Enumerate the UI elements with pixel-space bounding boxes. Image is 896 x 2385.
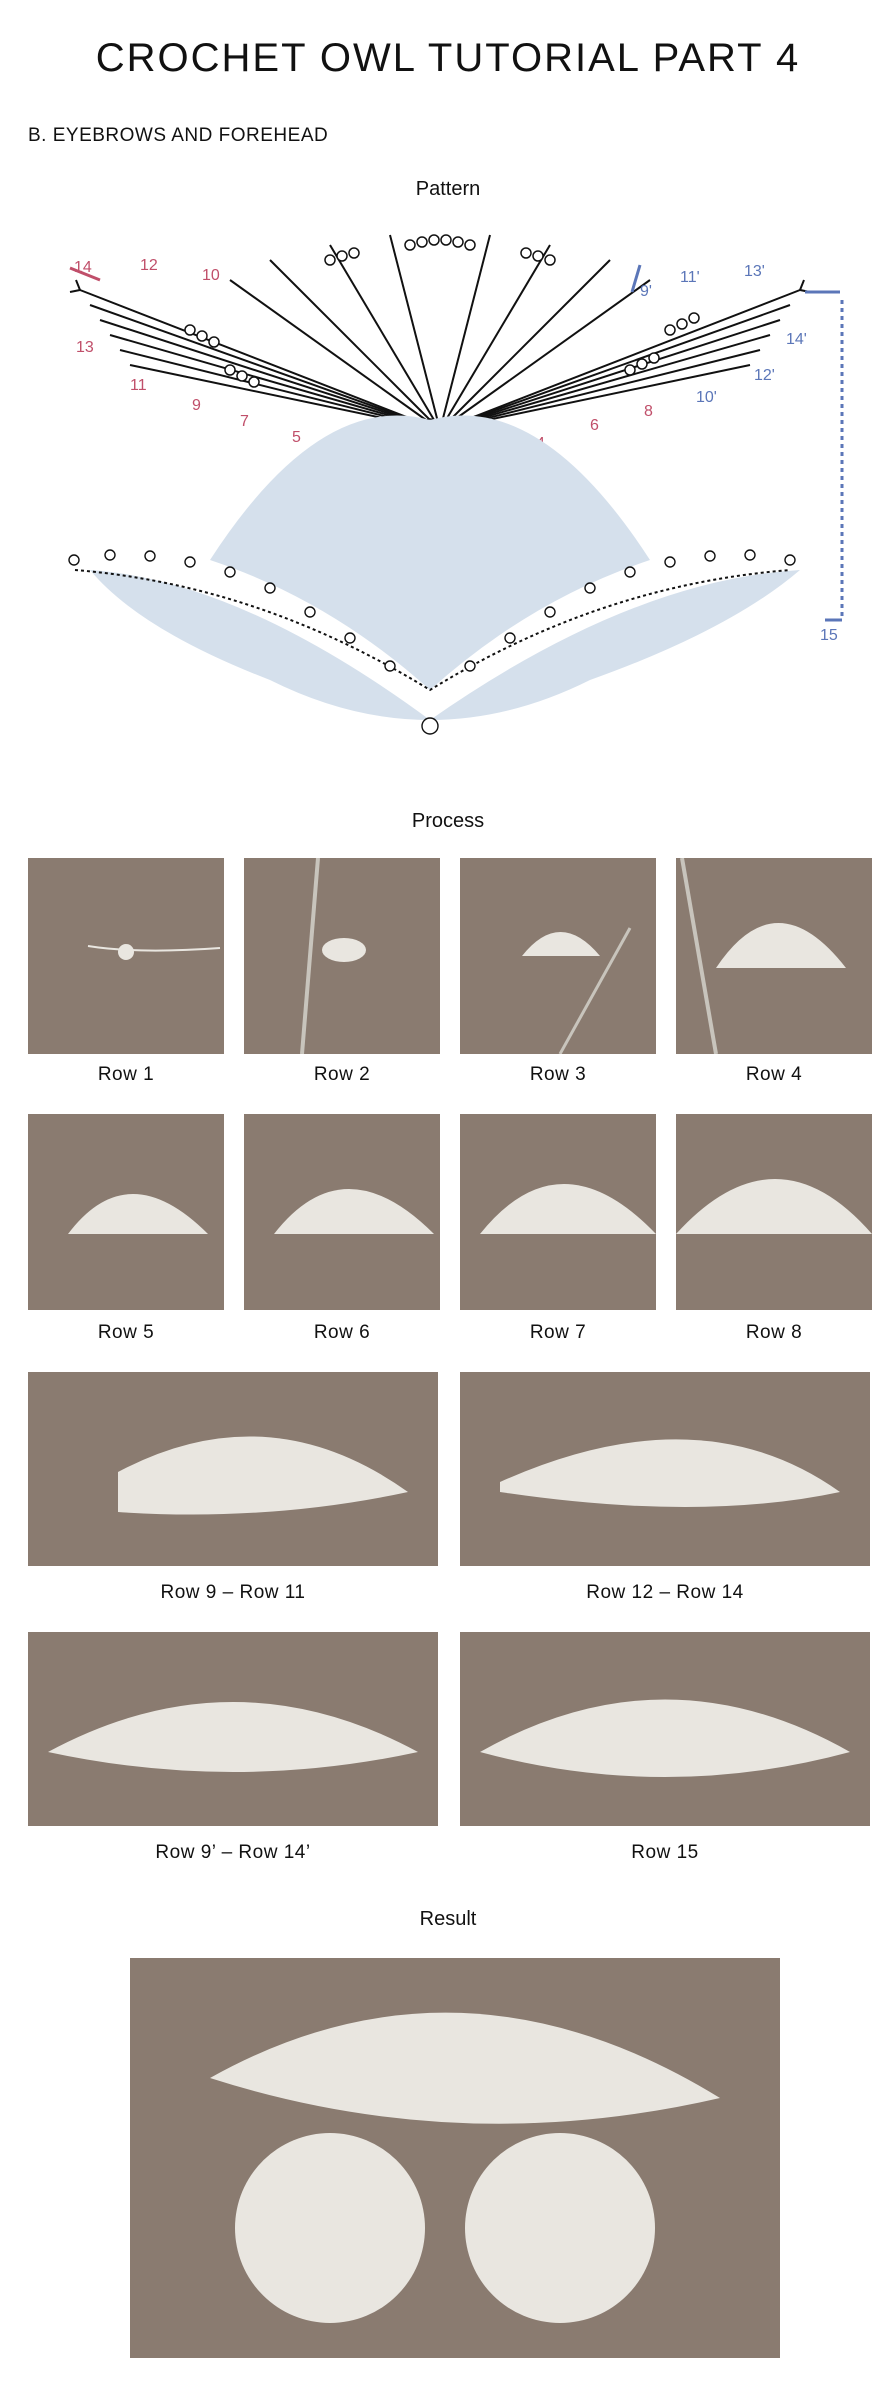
result-heading: Result — [419, 1908, 477, 1930]
caption-row-2: Row 2 — [313, 1064, 371, 1085]
section-heading: B. EYEBROWS AND FOREHEAD — [28, 125, 329, 146]
caption-row-3: Row 3 — [529, 1064, 587, 1085]
svg-text:12: 12 — [140, 257, 158, 274]
svg-text:9: 9 — [192, 397, 201, 414]
svg-text:11: 11 — [130, 377, 147, 394]
photo-row-9-11 — [28, 1372, 438, 1566]
caption-row-6: Row 6 — [313, 1322, 371, 1343]
photo-row-4 — [676, 858, 872, 1054]
svg-text:10': 10' — [696, 389, 717, 406]
result-photo — [130, 1958, 780, 2358]
svg-text:6: 6 — [590, 417, 599, 434]
svg-text:12': 12' — [754, 367, 775, 384]
caption-row-7: Row 7 — [529, 1322, 587, 1343]
svg-text:8: 8 — [644, 403, 653, 420]
photo-row-9p-14p — [28, 1632, 438, 1826]
photo-row-5 — [28, 1114, 224, 1310]
caption-row-15: Row 15 — [631, 1842, 699, 1863]
pattern-heading: Pattern — [415, 178, 481, 200]
svg-text:15: 15 — [820, 627, 838, 644]
caption-row-5: Row 5 — [97, 1322, 155, 1343]
caption-row-1: Row 1 — [97, 1064, 155, 1085]
svg-text:13': 13' — [744, 263, 765, 280]
svg-text:5: 5 — [292, 429, 301, 446]
svg-text:14: 14 — [74, 259, 92, 276]
chart-chains — [185, 235, 699, 438]
svg-text:14': 14' — [786, 331, 807, 348]
process-heading: Process — [411, 810, 485, 832]
photo-row-6 — [244, 1114, 440, 1310]
caption-row-4: Row 4 — [745, 1064, 803, 1085]
svg-text:13: 13 — [76, 339, 94, 356]
pattern-diagram — [30, 220, 870, 760]
svg-text:10: 10 — [202, 267, 220, 284]
caption-row-9-11: Row 9 – Row 11 — [160, 1582, 306, 1603]
photo-row-3 — [460, 858, 656, 1054]
photo-row-1 — [28, 858, 224, 1054]
photo-row-7 — [460, 1114, 656, 1310]
svg-text:9': 9' — [640, 283, 652, 300]
photo-row-12-14 — [460, 1372, 870, 1566]
photo-row-15 — [460, 1632, 870, 1826]
caption-row-12-14: Row 12 – Row 14 — [586, 1582, 744, 1603]
lower-chart — [69, 416, 800, 735]
page-title: CROCHET OWL TUTORIAL PART 4 — [95, 36, 801, 80]
caption-row-9p-14p: Row 9’ – Row 14’ — [155, 1842, 311, 1863]
svg-text:11': 11' — [680, 269, 700, 286]
svg-text:7: 7 — [240, 413, 249, 430]
photo-row-8 — [676, 1114, 872, 1310]
caption-row-8: Row 8 — [745, 1322, 803, 1343]
photo-row-2 — [244, 858, 440, 1054]
